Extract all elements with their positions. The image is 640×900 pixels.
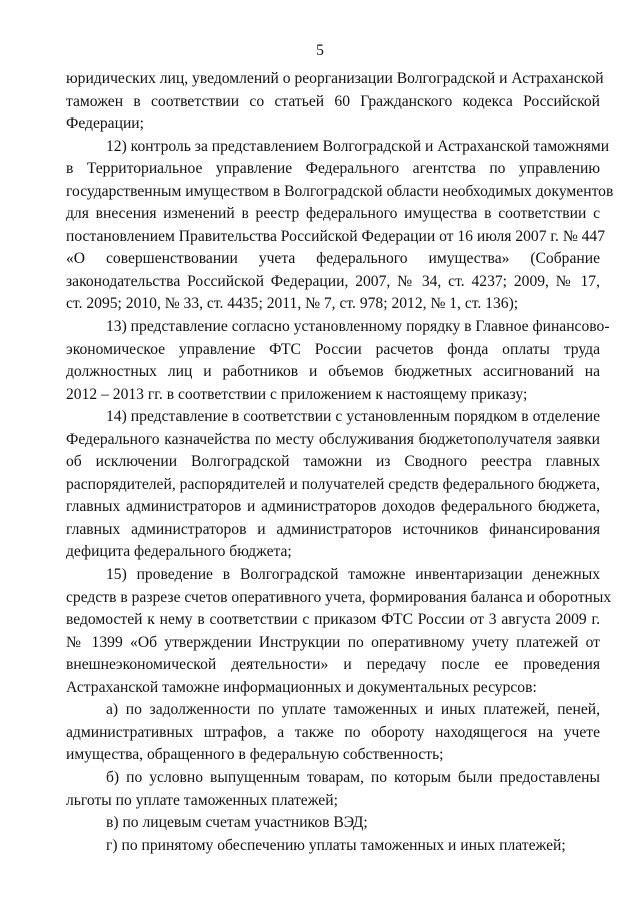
text-line: дефицита федерального бюджета;: [66, 543, 292, 561]
text-line: имущества, обращенного в федеральную собственность;: [66, 746, 444, 764]
text-line: 12) контроль за представлением Волгоградской и Астраханской таможнями: [106, 137, 610, 155]
text-line: главных администраторов и администраторов доходов федерального бюджета,: [66, 498, 600, 516]
text-line: льготы по уплате таможенных платежей;: [66, 791, 338, 809]
text-line: распорядителей, распорядителей и получателей средств федерального бюджета,: [66, 475, 600, 493]
document-body: [66, 68, 614, 857]
text-line: юридических лиц, уведомлений о реорганизации Волгоградской и Астраханской: [66, 70, 604, 87]
text-line: об исключении Волгоградской таможни из Сводного реестра главных: [66, 453, 600, 471]
text-line: Федерального казначейства по месту обслуживания бюджетополучателя заявки: [66, 430, 600, 448]
text-line: № 1399 «Об утверждении Инструкции по оперативному учету платежей от: [66, 633, 600, 651]
text-line: таможен в соответствии со статьей 60 Гражданского кодекса Российской: [66, 92, 600, 110]
text-line: ст. 2095; 2010, № 33, ст. 4435; 2011, № 7, ст. 978; 2012, № 1, ст. 136);: [66, 295, 519, 313]
text-line: б) по условно выпущенным товарам, по которым были предоставлены: [106, 768, 600, 786]
text-line: 2012 – 2013 гг. в соответствии с приложением к настоящему приказу;: [66, 385, 528, 403]
text-line: государственным имуществом в Волгоградской области необходимых документов: [66, 182, 614, 200]
text-line: административных штрафов, а также по обороту находящегося на учете: [66, 723, 600, 741]
text-line: Астраханской таможне информационных и документальных ресурсов:: [66, 678, 537, 696]
text-line: 14) представление в соответствии с установленным порядком в отделение: [106, 408, 600, 426]
text-line: средств в разрезе счетов оперативного учета, формирования баланса и оборотных: [66, 588, 612, 606]
text-line: в Территориальное управление Федерального агентства по управлению: [66, 160, 600, 178]
text-line: «О совершенствовании учета федерального имущества» (Собрание: [66, 250, 600, 268]
text-line: 15) проведение в Волгоградской таможне инвентаризации денежных: [106, 566, 600, 584]
text-line: главных администраторов и администраторов источников финансирования: [66, 520, 600, 538]
text-line: ведомостей к нему в соответствии с приказом ФТС России от 3 августа 2009 г.: [66, 611, 600, 629]
text-line: Федерации;: [66, 115, 144, 133]
text-line: законодательства Российской Федерации, 2007, № 34, ст. 4237; 2009, № 17,: [66, 272, 600, 290]
text-line: экономическое управление ФТС России расчетов фонда оплаты труда: [66, 340, 600, 358]
text-line: а) по задолженности по уплате таможенных и иных платежей, пеней,: [106, 701, 600, 719]
text-line: внешнеэкономической деятельности» и передачу после ее проведения: [66, 656, 600, 674]
text-line: постановлением Правительства Российской Федерации от 16 июля 2007 г. № 447: [66, 227, 606, 245]
page-number: 5: [316, 42, 324, 59]
text-line: 13) представление согласно установленному порядку в Главное финансово-: [106, 318, 610, 336]
text-line: в) по лицевым счетам участников ВЭД;: [106, 814, 368, 832]
text-line: для внесения изменений в реестр федерального имущества в соответствии с: [66, 205, 600, 223]
text-line: должностных лиц и работников и объемов бюджетных ассигнований на: [66, 363, 600, 381]
text-line: г) по принятому обеспечению уплаты таможенных и иных платежей;: [106, 836, 566, 854]
